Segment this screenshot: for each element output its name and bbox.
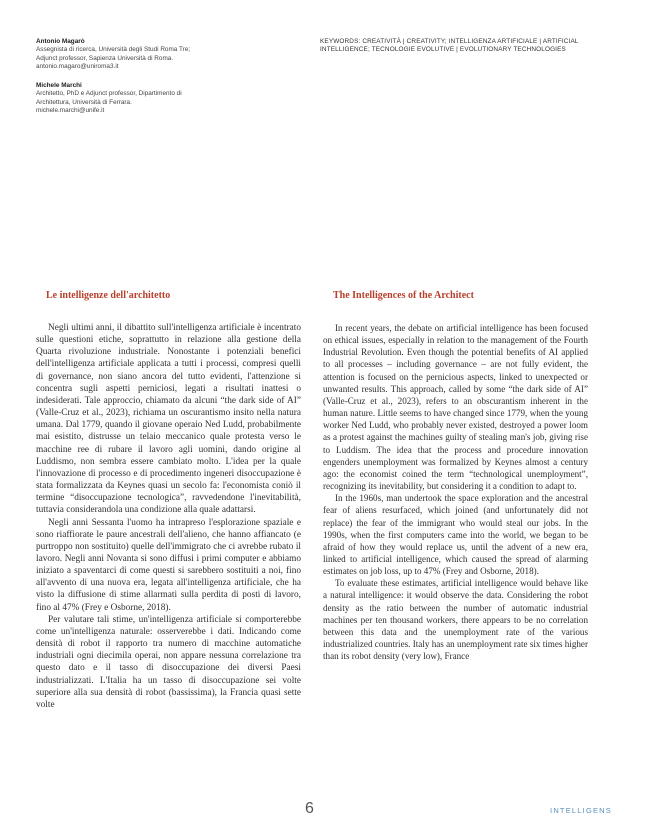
author-email[interactable]: antonio.magaro@uniroma3.it [36, 62, 119, 70]
paragraph: Per valutare tali stime, un'intelligenza artificiale si comporterebbe come un'intelligenza naturale: osserverebbe i dati. Indicando come densità di robot il rapporto tra numero di macchine automatiche industriali ogni diecimila operai, non appare nessuna correlazione tra questo dato e il tasso di disoccupazione dei diversi Paesi industrializzati. L'Italia ha un tasso di disoccupazione sei volte superiore alla sua densità di robot (bassissima), la Francia quasi sette volte [36, 614, 301, 710]
paragraph: To evaluate these estimates, artificial intelligence would behave like a natural intelligence: it would observe the data. Considering the robot density as the ratio between the number of automatic industrial machines per ten thousand workers, there appears to be no correlation between this data and the unemployment rate of the various industrialized countries. Italy has an unemployment rate six times higher than its robot density (very low), France [323, 578, 588, 662]
paragraph: Negli anni Sessanta l'uomo ha intrapreso l'esplorazione spaziale e sono riaffiorate le paure ancestrali dell'alieno, che hanno affiancato (e purtroppo non sostituito) quelle dell'immigrato che ci avrebbe rubato il lavoro. Negli anni Novanta si sono diffusi i primi computer e abbiamo iniziato a spaventarci di come questi si sarebbero sostituiti a noi, fino all'avvento di una nuova era, legata all'intelligenza artificiale, che ha visto la diffusione di stime allarmati sulla perdita di posti di lavoro, fino al 47% (Frey e Osborne, 2018). [36, 517, 301, 613]
keywords-line: INTELLIGENCE; TECNOLOGIE EVOLUTIVE | EVOLUTIONARY TECHNOLOGIES [320, 46, 566, 54]
author-affiliation: Architettura, Università di Ferrara. [36, 98, 132, 106]
section-heading-italian: Le intelligenze dell'architetto [46, 290, 171, 301]
author-name: Michele Marchi [36, 82, 82, 90]
section-heading-english: The Intelligences of the Architect [333, 290, 474, 301]
italian-body [36, 322, 301, 711]
english-column [323, 290, 588, 662]
author-affiliation: Assegnista di ricerca, Università degli Studi Roma Tre; [36, 46, 191, 54]
authors-block [36, 38, 256, 126]
author-affiliation: Adjunct professor, Sapienza Università di Roma. [36, 54, 174, 62]
page-number: 6 [305, 800, 314, 817]
paragraph: In recent years, the debate on artificial intelligence has been focused on ethical issues, especially in relation to the management of the Fourth Industrial Revolution. Even though the potential benefits of AI applied to all processes – including governance – are not fully evident, the attention is focused on the pernicious aspects, linked to unexpected or unwanted results. This approach, called by some “the dark side of AI” (Valle-Cruz et al., 2023), refers to an obscurantism inherent in the human nature. Little seems to have changed since 1779, when the young worker Ned Ludd, who probably never existed, destroyed a power loom as a protest against the machines guilty of stealing man's job, giving rise to Luddism. The idea that the process and procedure innovation engenders unemployment was formalized by Keynes almost a century ago: the economist coined the term “technological unemployment”, recognizing its inevitability, but considering it a condition to adapt to. [323, 323, 588, 492]
keywords [320, 38, 620, 55]
author-name: Antonio Magarò [36, 38, 85, 45]
journal-name: INTELLIGENS [550, 806, 612, 815]
paragraph: Negli ultimi anni, il dibattito sull'intelligenza artificiale è incentrato sulle questioni etiche, soprattutto in relazione alla gestione della Quarta rivoluzione industriale. Nonostante i potenziali benefici dell'intelligenza artificiale applicata a tutti i processi, compresi quelli di governance, non siano ancora del tutto evidenti, l'attenzione si concentra sugli aspetti perniciosi, legati a risultati inattesi o indesiderati. Tale approccio, chiamato da alcuni “the dark side of AI” (Valle-Cruz et al., 2023), richiama un oscurantismo insito nella natura umana. Dal 1779, quando il giovane operaio Ned Ludd, probabilmente mai esistito, distrusse un telaio meccanico quale protesta verso le macchine ree di rubare il lavoro agli uomini, dando origine al Luddismo, non sembra essere cambiato molto. L'idea per la quale l'innovazione di processo e di procedimento ingeneri disoccupazione è stata formalizzata da Keynes quasi un secolo fa: l'economista coniò il termine “disoccupazione tecnologica”, ravvedendone l'inevitabilità, tuttavia considerandola una condizione alla quale adattarsi. [36, 323, 301, 516]
italian-column [36, 290, 301, 711]
author-2 [36, 82, 256, 115]
author-affiliation: Architetto, PhD e Adjunct professor, Dipartimento di [36, 90, 182, 98]
keywords-line: KEYWORDS: CREATIVITÀ | CREATIVITY; INTELLIGENZA ARTIFICIALE | ARTIFICIAL [320, 38, 579, 45]
paragraph: In the 1960s, man undertook the space exploration and the ancestral fear of aliens resurfaced, which joined (and unfortunately did not replace) the fear of the immigrant who would steal our jobs. In the 1990s, when the first computers came into the world, we began to be afraid of how they would replace us, until the advent of a new era, linked to artificial intelligence, which caused the spread of alarming estimates on job loss, up to 47% (Frey and Osborne, 2018). [323, 493, 588, 577]
author-1 [36, 38, 256, 71]
author-email[interactable]: michele.marchi@unife.it [36, 107, 105, 115]
english-body [323, 322, 588, 662]
